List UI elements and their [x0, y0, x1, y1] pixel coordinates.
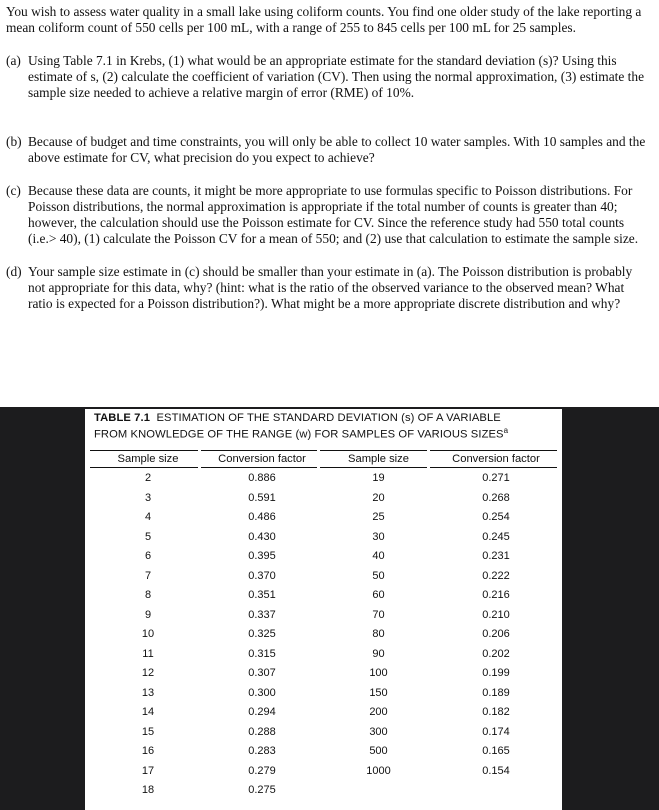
question-a [6, 53, 649, 101]
question-label: (c) [6, 183, 21, 198]
table-row [90, 645, 557, 665]
table-label: TABLE 7.1 [94, 412, 151, 424]
cell-conversion-factor: 0.199 [482, 667, 510, 679]
table-row [90, 489, 557, 509]
cell-sample-size: 25 [372, 511, 385, 523]
cell-conversion-factor: 0.279 [248, 764, 276, 777]
table-title-line2: FROM KNOWLEDGE OF THE RANGE (w) FOR SAMPLES OF VARIOUS SIZES [94, 428, 504, 441]
table-row [90, 469, 557, 489]
cell-conversion-factor: 0.182 [482, 706, 510, 718]
cell-sample-size: 6 [144, 550, 152, 562]
table-row [90, 723, 557, 743]
header-gap [427, 450, 430, 468]
table-row [90, 625, 557, 645]
cell-conversion-factor: 0.294 [248, 706, 276, 718]
conversion-table [85, 409, 562, 810]
cell-sample-size: 16 [141, 745, 155, 757]
cell-conversion-factor: 0.245 [482, 530, 510, 543]
cell-conversion-factor: 0.325 [248, 628, 276, 640]
question-text: Because of budget and time constraints, you will only be able to collect 10 water samples. With 10 samples and the above estimate for CV, what precision do you expect to achieve? [28, 134, 646, 165]
cell-conversion-factor: 0.288 [248, 725, 276, 738]
cell-sample-size: 3 [144, 491, 152, 504]
cell-conversion-factor: 0.307 [248, 667, 276, 679]
cell-conversion-factor [435, 781, 557, 801]
table-row [90, 508, 557, 528]
question-text: Your sample size estimate in (c) should be smaller than your estimate in (a). The Poisson distribution is probably not appropriate for this data, why? (hint: what is the ratio of the observed variance to the observed mean? What ratio is expected for a Poisson distribution?). What might be a more appropriate discrete distribution and why? [28, 264, 633, 311]
table-row [90, 567, 557, 587]
cell-conversion-factor: 0.395 [248, 550, 276, 562]
cell-sample-size: 80 [372, 628, 385, 640]
cell-conversion-factor: 0.886 [248, 472, 276, 484]
cell-sample-size [322, 781, 435, 801]
cell-conversion-factor: 0.189 [482, 686, 510, 699]
cell-sample-size: 200 [369, 706, 388, 718]
cell-conversion-factor: 0.154 [482, 764, 510, 777]
header-gap [317, 450, 320, 468]
cell-conversion-factor: 0.275 [248, 784, 276, 796]
cell-sample-size: 14 [141, 706, 155, 718]
cell-sample-size: 2 [144, 472, 152, 484]
cell-sample-size: 4 [144, 511, 152, 523]
cell-sample-size: 1000 [366, 764, 391, 777]
cell-conversion-factor: 0.165 [482, 745, 510, 757]
cell-conversion-factor: 0.283 [248, 745, 276, 757]
cell-sample-size: 17 [141, 764, 155, 777]
cell-sample-size: 13 [141, 686, 155, 699]
cell-conversion-factor: 0.254 [482, 511, 510, 523]
cell-conversion-factor: 0.351 [248, 589, 276, 601]
cell-sample-size: 11 [142, 647, 154, 660]
table-row [90, 703, 557, 723]
table-title [94, 412, 554, 441]
cell-conversion-factor: 0.216 [482, 589, 510, 601]
question-label: (a) [6, 53, 21, 68]
cell-sample-size: 150 [369, 686, 388, 699]
table-body [90, 469, 557, 801]
table-row [90, 606, 557, 626]
table-header [90, 450, 557, 468]
cell-sample-size: 100 [369, 667, 388, 679]
cell-sample-size: 18 [141, 784, 155, 796]
cell-sample-size: 90 [372, 647, 385, 660]
cell-conversion-factor: 0.337 [248, 608, 276, 621]
table-row [90, 586, 557, 606]
cell-sample-size: 19 [372, 472, 385, 484]
question-text: Using Table 7.1 in Krebs, (1) what would be an appropriate estimate for the standard deviation (s)? Using this estimate of s, (2) calculate the coefficient of variation (CV). Then using the normal approximation, (3) estimate the sample size needed to achieve a relative margin of error (RME) of 10%. [28, 53, 645, 100]
cell-sample-size: 10 [141, 628, 155, 640]
cell-conversion-factor: 0.210 [482, 608, 510, 621]
cell-sample-size: 40 [372, 550, 385, 562]
question-label: (b) [6, 134, 22, 149]
table-row [90, 762, 557, 782]
question-b [6, 134, 649, 166]
cell-conversion-factor: 0.315 [248, 647, 276, 660]
header-sample-size: Sample size [117, 453, 179, 465]
cell-conversion-factor: 0.231 [482, 550, 510, 562]
table-row [90, 547, 557, 567]
cell-sample-size: 12 [141, 667, 155, 679]
cell-conversion-factor: 0.430 [248, 530, 276, 543]
header-conversion-factor: Conversion factor [452, 453, 540, 465]
cell-sample-size: 9 [144, 608, 152, 621]
cell-conversion-factor: 0.206 [482, 628, 510, 640]
cell-sample-size: 300 [369, 725, 388, 738]
cell-conversion-factor: 0.202 [482, 647, 510, 660]
cell-sample-size: 70 [372, 608, 385, 621]
header-gap [198, 450, 201, 468]
cell-sample-size: 7 [144, 569, 152, 582]
table-row [90, 742, 557, 762]
cell-sample-size: 30 [372, 530, 385, 543]
cell-sample-size: 500 [369, 745, 388, 757]
cell-conversion-factor: 0.486 [248, 511, 276, 523]
table-row [90, 781, 557, 801]
cell-conversion-factor: 0.370 [248, 569, 276, 582]
cell-sample-size: 8 [144, 589, 152, 601]
cell-conversion-factor: 0.271 [482, 472, 510, 484]
table-row [90, 684, 557, 704]
cell-conversion-factor: 0.174 [482, 725, 510, 738]
question-text: Because these data are counts, it might be more appropriate to use formulas specific to Poisson distributions. For Poisson distributions, the normal approximation is appropriate if the total number of counts is greater than 40; however, the calculation should use the Poisson estimate for CV. Since the reference study had 550 total counts (i.e.> 40), (1) calculate the Poisson CV for a mean of 550; and (2) use that calculation to estimate the sample size. [28, 183, 639, 246]
cell-sample-size: 15 [141, 725, 155, 738]
intro-paragraph: You wish to assess water quality in a small lake using coliform counts. You find one older study of the lake reporting a mean coliform count of 550 cells per 100 mL, with a range of 255 to 845 cells per 100 mL for 25 samples. [6, 4, 642, 35]
cell-conversion-factor: 0.268 [482, 491, 510, 504]
cell-sample-size: 20 [372, 491, 385, 504]
table-row [90, 528, 557, 548]
cell-sample-size: 50 [372, 569, 385, 582]
table-row [90, 664, 557, 684]
table-footnote-marker: a [503, 425, 509, 435]
cell-sample-size: 60 [372, 589, 385, 601]
table-title-line1: ESTIMATION OF THE STANDARD DEVIATION (s) OF A VARIABLE [156, 412, 501, 424]
cell-sample-size: 5 [144, 530, 152, 543]
question-d [6, 264, 649, 312]
cell-conversion-factor: 0.300 [248, 686, 276, 699]
header-conversion-factor: Conversion factor [218, 453, 306, 465]
cell-conversion-factor: 0.222 [482, 569, 510, 582]
question-c [6, 183, 649, 247]
question-label: (d) [6, 264, 22, 279]
cell-conversion-factor: 0.591 [248, 491, 276, 504]
header-sample-size: Sample size [348, 453, 409, 465]
